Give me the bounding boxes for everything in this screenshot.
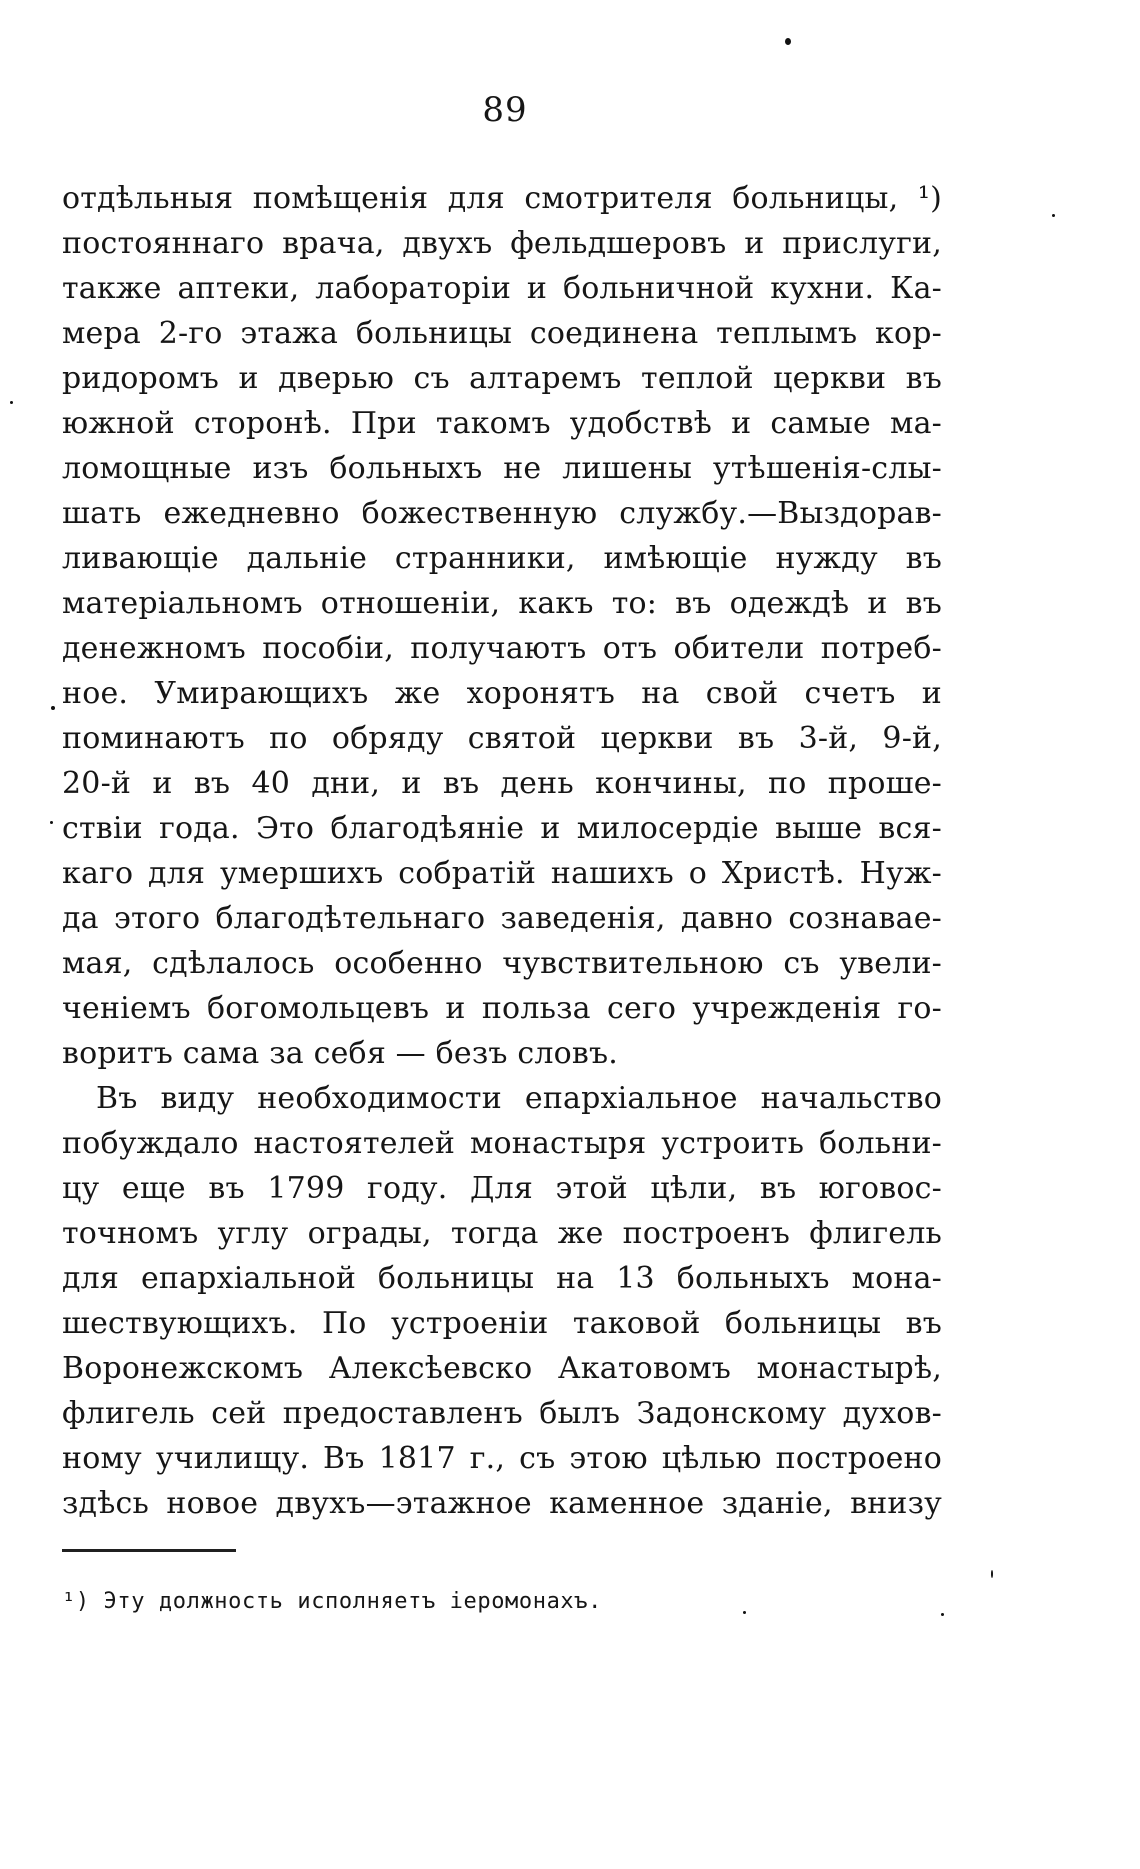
body-line: ломощные изъ больныхъ не лишены утѣшенія-слы-: [62, 451, 942, 486]
body-line: флигель сей предоставленъ былъ Задонскому духов-: [62, 1396, 942, 1431]
body-line: точномъ углу ограды, тогда же построенъ флигель: [62, 1216, 942, 1251]
body-line: 20-й и въ 40 дни, и въ день кончины, по проше-: [62, 766, 942, 801]
ink-speck: [991, 1570, 993, 1578]
paragraph-first-line: Въ виду необходимости епархіальное начальство: [96, 1081, 942, 1116]
body-line: ченіемъ богомольцевъ и польза сего учрежденія го-: [62, 991, 942, 1026]
body-line: каго для умершихъ собратій нашихъ о Христѣ. Нуж-: [62, 856, 942, 891]
body-line: ному училищу. Въ 1817 г., съ этою цѣлью построено: [62, 1441, 942, 1476]
body-line: ствіи года. Это благодѣяніе и милосердіе выше вся-: [62, 811, 942, 846]
body-line: также аптеки, лабораторіи и больничной кухни. Ка-: [62, 271, 942, 306]
body-line: постояннаго врача, двухъ фельдшеровъ и прислуги,: [62, 226, 942, 261]
body-line: воритъ сама за себя — безъ словъ.: [62, 1036, 619, 1071]
footnote-rule: [62, 1549, 236, 1552]
body-line: побуждало настоятелей монастыря устроить больни-: [62, 1126, 942, 1161]
body-line: матеріальномъ отношеніи, какъ то: въ одеждѣ и въ: [62, 586, 942, 621]
body-line: ридоромъ и дверью съ алтаремъ теплой церкви въ: [62, 361, 942, 396]
ink-speck: [1052, 214, 1055, 217]
body-line: поминаютъ по обряду святой церкви въ 3-й, 9-й,: [62, 721, 942, 756]
body-line: для епархіальной больницы на 13 больныхъ мона-: [62, 1261, 942, 1296]
body-line: цу еще въ 1799 году. Для этой цѣли, въ юговос-: [62, 1171, 942, 1206]
body-line: мая, сдѣлалось особенно чувствительною съ увели-: [62, 946, 942, 981]
ink-speck: [785, 38, 791, 45]
body-line: шать ежедневно божественную службу.—Выздорав-: [62, 496, 942, 531]
body-line: мера 2-го этажа больницы соединена теплымъ кор-: [62, 316, 942, 351]
body-line: Воронежскомъ Алексѣевско Акатовомъ монастырѣ,: [62, 1351, 942, 1386]
ink-speck: [941, 1613, 944, 1616]
body-line: денежномъ пособіи, получаютъ отъ обители потреб-: [62, 631, 942, 666]
ink-speck: [10, 401, 13, 404]
page-number: 89: [482, 90, 528, 130]
footnote: ¹) Эту должность исполняетъ іеромонахъ.: [62, 1589, 602, 1614]
body-line: здѣсь новое двухъ—этажное каменное зданіе, внизу: [62, 1486, 942, 1521]
body-line: шествующихъ. По устроеніи таковой больницы въ: [62, 1306, 942, 1341]
ink-speck: [50, 821, 53, 824]
body-line: ливающіе дальніе странники, имѣющіе нужду въ: [62, 541, 942, 576]
ink-speck: [51, 706, 55, 710]
ink-speck: [743, 1611, 746, 1614]
body-line: отдѣльныя помѣщенія для смотрителя больницы, ¹): [62, 181, 942, 216]
body-line: южной сторонѣ. При такомъ удобствѣ и самые ма-: [62, 406, 942, 441]
body-line: да этого благодѣтельнаго заведенія, давно сознавае-: [62, 901, 942, 936]
body-line: ное. Умирающихъ же хоронятъ на свой счетъ и: [62, 676, 942, 711]
